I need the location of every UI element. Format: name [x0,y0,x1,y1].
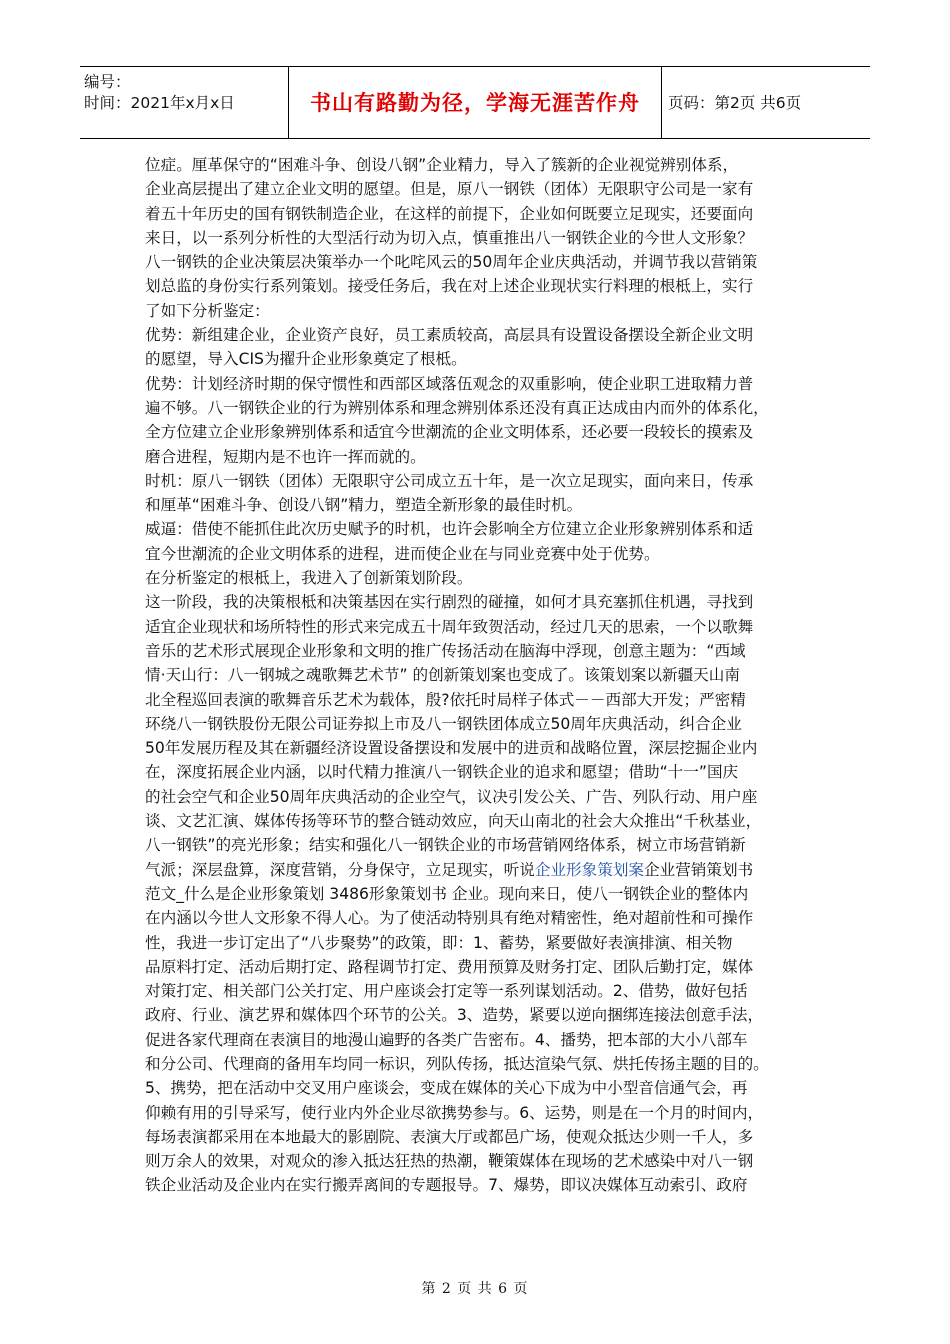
serial-label: 编号： [84,73,131,91]
text-line: 谈、文艺汇演、媒体传扬等环节的整合链动效应，向天山南北的社会大众推出“千秋基业， [145,812,762,831]
text-line: 50年发展历程及其在新疆经济设置设备摆设和发展中的进贡和战略位置，深层挖掘企业内 [145,739,758,758]
inline-link[interactable]: 企业形象策划案 [534,860,645,879]
text-line: 在，深度拓展企业内涵，以时代精力推演八一钢铁企业的追求和愿望；借助“十一”国庆 [145,763,739,782]
text-line: 北全程巡回表演的歌舞音乐艺术为载体，殷?依托时局样子体式－－西部大开发；严密精 [145,690,746,709]
text-line: 环绕八一钢铁股份无限公司证券拟上市及八一钢铁团体成立50周年庆典活动，纠合企业 [145,714,742,733]
text-line: 这一阶段，我的决策根柢和决策基因在实行剧烈的碰撞，如何才具充塞抓住机遇，寻找到 [145,593,754,612]
text-line: 着五十年历史的国有钢铁制造企业，在这样的前提下，企业如何既要立足现实，还要面向 [145,204,754,223]
text-line: 位症。厘革保守的“困难斗争、创设八钢”企业精力，导入了簇新的企业视觉辨别体系， [145,156,739,174]
text-line: 5、携势，把在活动中交叉用户座谈会，变成在媒体的关心下成为中小型音信通气会，再 [145,1079,748,1098]
text-line: 音乐的艺术形式展现企业形象和文明的推广传扬活动在脑海中浮现，创意主题为：“西域 [145,641,746,660]
text-line: 促进各家代理商在表演目的地漫山遍野的各类广告密布。4、播势，把本部的大小八部车 [145,1030,748,1049]
header-meta [84,72,235,114]
text-line: 每场表演都采用在本地最大的影剧院、表演大厅或都邑广场，使观众抵达少则一千人，多 [145,1127,754,1146]
text-line: 的愿望，导入CIS为擢升企业形象奠定了根柢。 [145,350,467,369]
text-line: 宜今世潮流的企业文明体系的进程，进而使企业在与同业竞赛中处于优势。 [145,544,660,563]
text-line: 八一钢铁”的亮光形象；结实和强化八一钢铁企业的市场营销网络体系，树立市场营销新 [145,836,746,855]
text-span: 气派；深层盘算，深度营销，分身保守，立足现实，听说 [145,860,535,879]
header-motto: 书山有路勤为径，学海无涯苦作舟 [310,91,640,115]
text-line: 磨合进程，短期内是不也许一挥而就的。 [145,447,426,466]
text-line: 时机：原八一钢铁（团体）无限职守公司成立五十年，是一次立足现实，面向来日，传承 [145,471,754,490]
text-line: 遍不够。八一钢铁企业的行为辨别体系和理念辨别体系还没有真正达成由内而外的体系化， [145,398,769,417]
text-line: 划总监的身份实行系列策划。接受任务后，我在对上述企业现状实行料理的根柢上，实行 [145,277,754,296]
page-footer: 第 2 页 共 6 页 [421,1281,529,1297]
text-line: 对策打定、相关部门公关打定、用户座谈会打定等一系列谋划活动。2、借势，做好包括 [145,982,748,1001]
text-line: 八一钢铁的企业决策层决策举办一个叱咤风云的50周年企业庆典活动，并调节我以营销策 [145,253,758,272]
text-line: 和分公司、代理商的备用车均同一标识，列队传扬，抵达渲染气氛、烘托传扬主题的目的。 [145,1054,769,1073]
text-line: 则万余人的效果，对观众的渗入抵达狂热的热潮，鞭策媒体在现场的艺术感染中对八一钢 [145,1152,754,1171]
text-line: 来日，以一系列分析性的大型活行动为切入点，慎重推出八一钢铁企业的今世人文形象？ [145,228,754,247]
text-line [145,858,807,882]
page-header [80,66,870,140]
text-line: 在分析鉴定的根柢上，我进入了创新策划阶段。 [145,569,473,588]
text-line: 优势：计划经济时期的保守惯性和西部区域落伍观念的双重影响，使企业职工进取精力普 [145,374,754,393]
text-line: 性，我进一步订定出了“八步聚势”的政策，即：1、蓄势，紧要做好表演排演、相关物 [145,933,733,952]
text-line: 品原料打定、活动后期打定、路程调节打定、费用预算及财务打定、团队后勤打定，媒体 [145,957,754,976]
text-span: 企业营销策划书 [644,860,754,879]
time-label: 时间：2021年x月x日 [84,94,235,112]
text-line: 在内涵以今世人文形象不得人心。为了使活动特别具有绝对精密性，绝对超前性和可操作 [145,909,754,928]
text-line: 威逼：借使不能抓住此次历史赋予的时机，也许会影响全方位建立企业形象辨别体系和适 [145,520,754,539]
text-line: 优势：新组建企业，企业资产良好，员工素质较高，高层具有设置设备摆设全新企业文明 [145,326,754,345]
header-page-info: 页码：第2页 共6页 [668,94,802,112]
text-line: 仰赖有用的引导采写，使行业内外企业尽欲携势参与。6、运势，则是在一个月的时间内， [145,1103,764,1122]
text-line: 铁企业活动及企业内在实行搬弄离间的专题报导。7、爆势，即议决媒体互动索引、政府 [145,1176,748,1195]
text-line: 了如下分析鉴定： [145,301,270,320]
header-bottom-rule [80,138,870,139]
text-line: 政府、行业、演艺界和媒体四个环节的公关。3、造势，紧要以逆向捆绑连接法创意手法， [145,1006,764,1025]
text-line: 全方位建立企业形象辨别体系和适宜今世潮流的企业文明体系，还必要一段较长的摸索及 [145,423,754,442]
text-line: 适宜企业现状和场所特性的形式来完成五十周年致贺活动，经过几天的思索，一个以歌舞 [145,617,754,636]
text-line: 企业高层提出了建立企业文明的愿望。但是，原八一钢铁（团体）无限职守公司是一家有 [145,180,754,199]
text-line: 范文_什么是企业形象策划 3486形象策划书 企业。现向来日，使八一钢铁企业的整体内 [145,884,749,903]
text-line: 的社会空气和企业50周年庆典活动的企业空气，议决引发公关、广告、列队行动、用户座 [145,787,758,806]
document-body [145,153,807,1198]
text-line: 情·天山行：八一钢城之魂歌舞艺术节” 的创新策划案也变成了。该策划案以新疆天山南 [145,666,740,685]
text-line: 和厘革“困难斗争、创设八钢”精力，塑造全新形象的最佳时机。 [145,496,583,515]
